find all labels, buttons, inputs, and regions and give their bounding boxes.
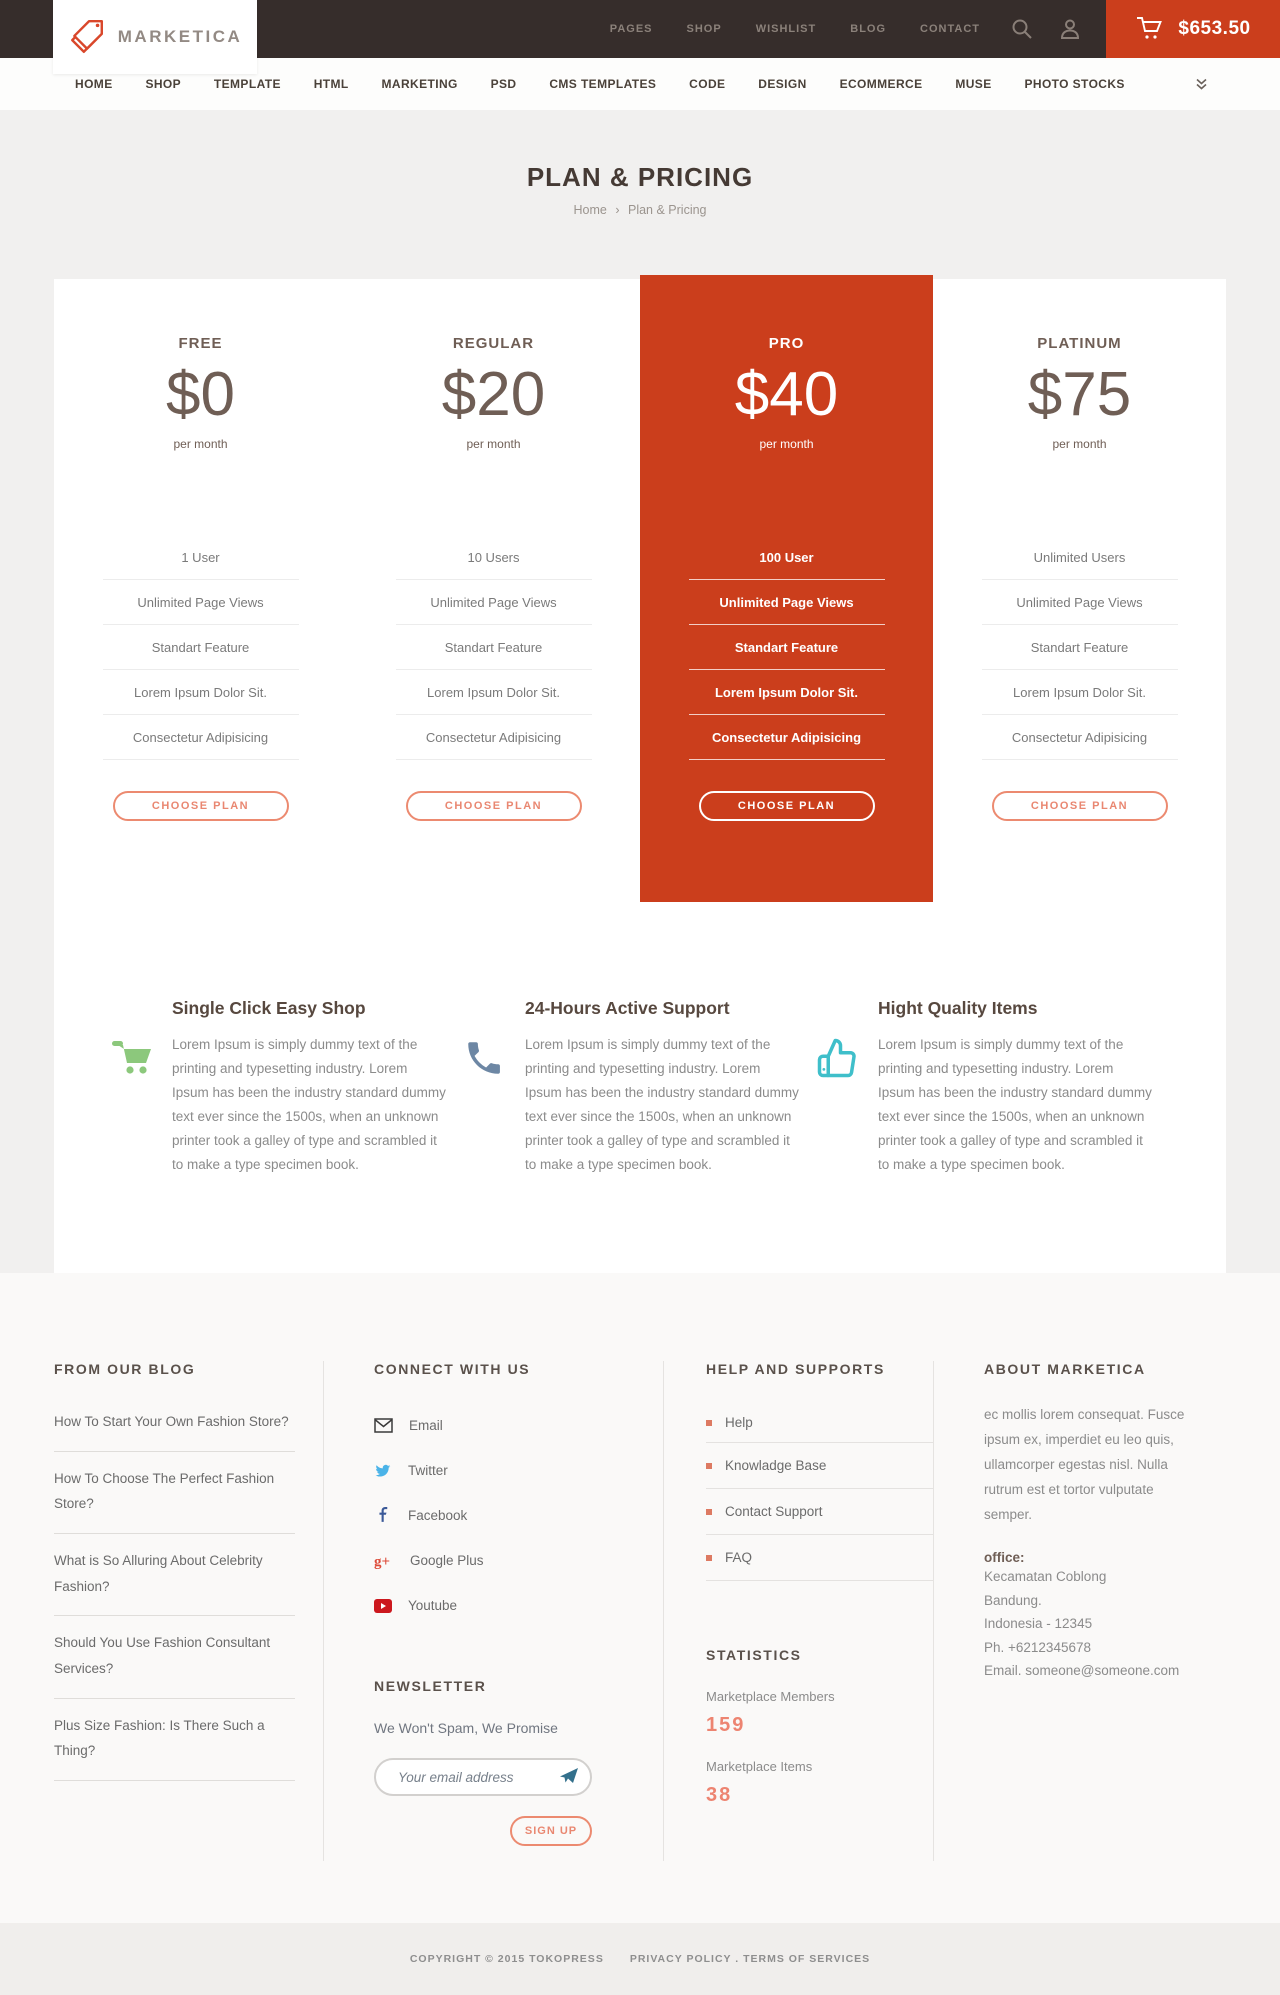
- social-link-youtube[interactable]: Youtube: [374, 1583, 623, 1628]
- plan-feature: Standart Feature: [396, 625, 592, 670]
- plan-features: [640, 535, 933, 760]
- newsletter-tagline: We Won't Spam, We Promise: [374, 1720, 558, 1737]
- tag-hole: [96, 24, 100, 28]
- blog-post-link[interactable]: How To Choose The Perfect Fashion Store?: [54, 1470, 275, 1512]
- nav-item-template[interactable]: TEMPLATE: [213, 77, 281, 91]
- plan-pro-highlighted: [640, 275, 933, 902]
- plan-feature: Consectetur Adipisicing: [103, 715, 299, 760]
- feature-title: Single Click Easy Shop: [172, 998, 366, 1018]
- breadcrumb-current: Plan & Pricing: [627, 203, 707, 217]
- square-bullet-icon: [706, 1555, 712, 1561]
- plan-feature: Unlimited Page Views: [689, 580, 885, 625]
- feature-easy-shop: [110, 998, 463, 1177]
- blog-post-link[interactable]: Should You Use Fashion Consultant Services?: [54, 1635, 271, 1676]
- brand-logo[interactable]: [53, 0, 257, 74]
- plan-feature: 1 User: [103, 535, 299, 580]
- address-line: Kecamatan Coblong: [984, 1568, 1107, 1584]
- stat-label: Marketplace Items: [706, 1759, 813, 1775]
- twitter-icon: [374, 1463, 392, 1479]
- email-icon: [374, 1418, 393, 1433]
- blog-post-link[interactable]: How To Start Your Own Fashion Store?: [54, 1414, 289, 1430]
- brand-name: MARKETICA: [117, 27, 243, 46]
- feature-support: [463, 998, 816, 1177]
- cart-total: $653.50: [1178, 18, 1251, 39]
- user-icon[interactable]: [1058, 17, 1082, 41]
- stat-label: Marketplace Members: [706, 1689, 835, 1705]
- topbar-link-pages[interactable]: PAGES: [609, 23, 653, 35]
- plan-period: per month: [173, 437, 228, 451]
- nav-item-cms-templates[interactable]: CMS TEMPLATES: [549, 77, 657, 91]
- footer-heading-statistics: STATISTICS: [706, 1647, 802, 1664]
- nav-item-shop[interactable]: SHOP: [145, 77, 182, 91]
- topbar-nav: [610, 23, 980, 35]
- help-link[interactable]: FAQ: [725, 1550, 753, 1566]
- social-link-twitter[interactable]: Twitter: [374, 1448, 623, 1493]
- plan-feature: 10 Users: [396, 535, 592, 580]
- breadcrumb-home[interactable]: Home: [573, 203, 607, 217]
- feature-text: Lorem Ipsum is simply dummy text of the printing and typesetting industry. Lorem Ipsum has been the industry standard dummy text ever since the 1500s, when an unknown printer took a galley of type and scrambled it to make a type specimen book.: [525, 1037, 799, 1173]
- topbar-link-contact[interactable]: CONTACT: [920, 23, 980, 35]
- page-title: PLAN & PRICING: [526, 162, 754, 192]
- blog-post-list: [54, 1403, 295, 1781]
- about-text: ec mollis lorem consequat. Fusce ipsum ex, imperdiet eu leo quis, ullamcorper egestas nisl. Nulla rutrum est et tortor vulputate semper.: [984, 1407, 1185, 1522]
- plan-name: PLATINUM: [1037, 335, 1122, 352]
- address-line: Indonesia - 12345: [984, 1616, 1093, 1632]
- social-link-email[interactable]: Email: [374, 1403, 623, 1448]
- choose-plan-button-free[interactable]: CHOOSE PLAN: [113, 791, 289, 821]
- plan-price: $20: [441, 360, 546, 429]
- shopping-cart-icon: [110, 1033, 156, 1177]
- google-plus-icon: [374, 1553, 394, 1569]
- plan-period: per month: [1052, 437, 1107, 451]
- footer-blog-column: [54, 1361, 324, 1861]
- feature-title: Hight Quality Items: [878, 998, 1038, 1018]
- plan-feature: Standart Feature: [982, 625, 1178, 670]
- footer: [0, 1273, 1280, 1923]
- double-chevron-down-icon[interactable]: [1195, 78, 1208, 90]
- blog-post-item: [54, 1403, 295, 1452]
- address-line: Bandung.: [984, 1592, 1042, 1608]
- svg-text:g+: g+: [374, 1553, 391, 1569]
- plan-feature: Standart Feature: [103, 625, 299, 670]
- stat-value: 38: [706, 1784, 733, 1807]
- choose-plan-button-platinum[interactable]: CHOOSE PLAN: [992, 791, 1168, 821]
- blog-post-link[interactable]: What is So Alluring About Celebrity Fashion?: [54, 1553, 263, 1594]
- plan-feature: Consectetur Adipisicing: [689, 715, 885, 760]
- nav-item-photo-stocks[interactable]: PHOTO STOCKS: [1024, 77, 1125, 91]
- nav-item-marketing[interactable]: MARKETING: [381, 77, 458, 91]
- help-item: [706, 1443, 933, 1489]
- square-bullet-icon: [706, 1509, 712, 1515]
- topbar-link-shop[interactable]: SHOP: [686, 23, 722, 35]
- signup-button[interactable]: SIGN UP: [510, 1816, 592, 1846]
- plan-free: [54, 279, 347, 898]
- breadcrumb: [0, 203, 1280, 217]
- choose-plan-button-pro[interactable]: CHOOSE PLAN: [699, 791, 875, 821]
- search-icon[interactable]: [1010, 17, 1034, 41]
- pricing-card: [54, 279, 1226, 1273]
- footer-heading-about: ABOUT MARKETICA: [984, 1361, 1146, 1378]
- address-line: Email. someone@someone.com: [984, 1663, 1180, 1679]
- plan-features: [54, 535, 347, 760]
- footer-heading-help: HELP AND SUPPORTS: [706, 1361, 885, 1378]
- nav-item-muse[interactable]: MUSE: [955, 77, 992, 91]
- plan-feature: Lorem Ipsum Dolor Sit.: [103, 670, 299, 715]
- cart-icon: [1135, 16, 1165, 42]
- phone-icon: [463, 1033, 509, 1177]
- youtube-icon: [374, 1599, 392, 1613]
- plan-period: per month: [466, 437, 521, 451]
- plan-feature: Unlimited Users: [982, 535, 1178, 580]
- plan-feature: Lorem Ipsum Dolor Sit.: [982, 670, 1178, 715]
- blog-post-item: [54, 1452, 295, 1534]
- plan-feature: Consectetur Adipisicing: [982, 715, 1178, 760]
- facebook-icon: [374, 1507, 392, 1524]
- nav-item-code[interactable]: CODE: [689, 77, 726, 91]
- plan-feature: 100 User: [689, 535, 885, 580]
- office-label: office:: [984, 1549, 1025, 1565]
- plan-feature: Standart Feature: [689, 625, 885, 670]
- plan-feature: Unlimited Page Views: [982, 580, 1178, 625]
- social-link-google-plus[interactable]: g+ Google Plus: [374, 1553, 484, 1569]
- breadcrumb-separator: ›: [615, 203, 620, 217]
- plan-feature: Consectetur Adipisicing: [396, 715, 592, 760]
- nav-item-ecommerce[interactable]: ECOMMERCE: [839, 77, 923, 91]
- stat-value: 159: [706, 1714, 746, 1737]
- page-header: [0, 110, 1280, 279]
- feature-quality: [816, 998, 1169, 1177]
- address-line: Ph. +6212345678: [984, 1639, 1091, 1655]
- blog-post-item: [54, 1699, 295, 1781]
- plan-feature: Lorem Ipsum Dolor Sit.: [689, 670, 885, 715]
- send-plane-icon[interactable]: [559, 1767, 579, 1790]
- help-link[interactable]: Contact Support: [725, 1504, 823, 1520]
- choose-plan-button-regular[interactable]: CHOOSE PLAN: [406, 791, 582, 821]
- help-item: [706, 1489, 933, 1535]
- topbar-link-wishlist[interactable]: WISHLIST: [755, 23, 817, 35]
- feature-title: 24-Hours Active Support: [525, 998, 730, 1018]
- social-link-facebook[interactable]: Facebook: [374, 1493, 623, 1538]
- plan-feature: Unlimited Page Views: [396, 580, 592, 625]
- topbar-link-blog[interactable]: BLOG: [850, 23, 887, 35]
- plan-feature: Lorem Ipsum Dolor Sit.: [396, 670, 592, 715]
- nav-item-design[interactable]: DESIGN: [758, 77, 807, 91]
- footer-heading-blog: FROM OUR BLOG: [54, 1361, 196, 1378]
- nav-item-html[interactable]: HTML: [313, 77, 349, 91]
- nav-item-psd[interactable]: PSD: [490, 77, 517, 91]
- copyright-bar: [0, 1923, 1280, 1995]
- footer-legal-links[interactable]: PRIVACY POLICY . TERMS OF SERVICES: [629, 1953, 871, 1966]
- help-link-list: [706, 1403, 933, 1581]
- footer-help-column: [664, 1361, 934, 1861]
- plan-period: per month: [759, 437, 814, 451]
- blog-post-item: [54, 1534, 295, 1616]
- plan-features: [347, 535, 640, 760]
- nav-item-home[interactable]: HOME: [75, 77, 113, 91]
- newsletter-input-wrap: [374, 1758, 592, 1796]
- plan-feature: Unlimited Page Views: [103, 580, 299, 625]
- plan-name: FREE: [178, 335, 223, 352]
- help-item: [706, 1403, 933, 1443]
- footer-heading-newsletter: NEWSLETTER: [374, 1678, 487, 1695]
- square-bullet-icon: [706, 1420, 712, 1426]
- feature-text: Lorem Ipsum is simply dummy text of the printing and typesetting industry. Lorem Ipsum has been the industry standard dummy text ever since the 1500s, when an unknown printer took a galley of type and scrambled it to make a type specimen book.: [878, 1037, 1152, 1173]
- feature-text: Lorem Ipsum is simply dummy text of the printing and typesetting industry. Lorem Ipsum has been the industry standard dummy text ever since the 1500s, when an unknown printer took a galley of type and scrambled it to make a type specimen book.: [172, 1037, 446, 1173]
- plan-platinum: [933, 279, 1226, 898]
- footer-about-column: [934, 1361, 1226, 1861]
- plan-name: PRO: [768, 335, 805, 352]
- features-section: [54, 898, 1226, 1273]
- pricing-table: [54, 279, 1226, 898]
- cart-button[interactable]: [1106, 0, 1280, 58]
- main-nav-items: [75, 77, 1125, 91]
- plan-price: $40: [734, 360, 839, 429]
- plan-features: [933, 535, 1226, 760]
- tag-icon: [68, 18, 106, 56]
- topbar: [0, 0, 1280, 58]
- square-bullet-icon: [706, 1463, 712, 1469]
- help-item: [706, 1535, 933, 1581]
- plan-name: REGULAR: [452, 335, 535, 352]
- footer-heading-connect: CONNECT WITH US: [374, 1361, 531, 1378]
- blog-post-item: [54, 1616, 295, 1698]
- help-link[interactable]: Help: [725, 1415, 753, 1431]
- plan-regular: [347, 279, 640, 898]
- blog-post-link[interactable]: Plus Size Fashion: Is There Such a Thing?: [54, 1717, 265, 1759]
- copyright-text: COPYRIGHT © 2015 TOKOPRESS: [409, 1953, 604, 1966]
- thumbs-up-icon: [816, 1033, 862, 1177]
- help-link[interactable]: Knowladge Base: [725, 1458, 827, 1474]
- plan-price: $75: [1027, 360, 1132, 429]
- footer-connect-column: [324, 1361, 664, 1861]
- plan-price: $0: [166, 360, 235, 429]
